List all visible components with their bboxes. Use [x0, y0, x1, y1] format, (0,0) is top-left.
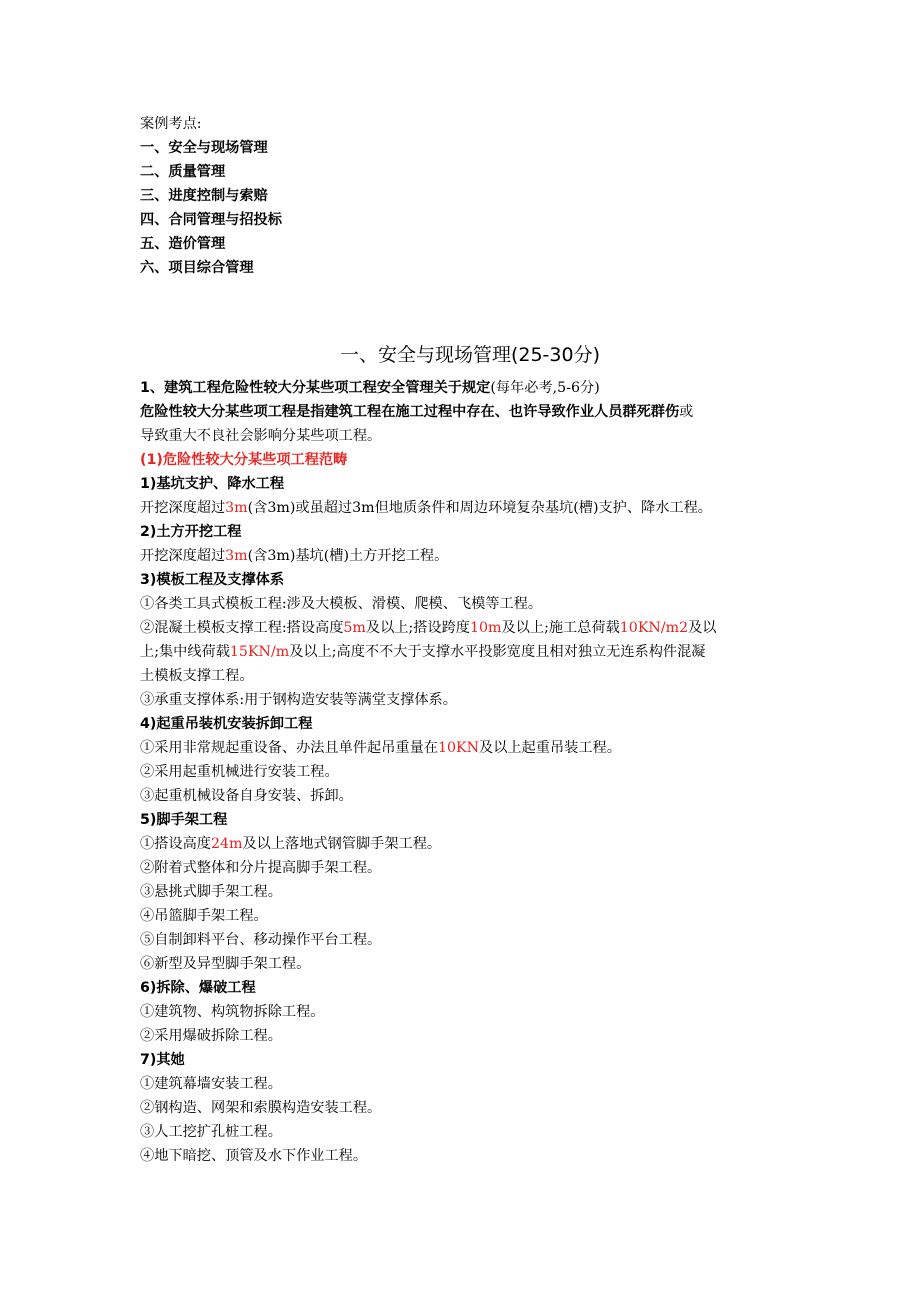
- sub-6-item-2: ②采用爆破拆除工程。: [140, 1028, 282, 1044]
- text-run: ①采用非常规起重设备、办法且单件起吊重量在: [140, 740, 438, 756]
- text-run: 开挖深度超过: [140, 548, 226, 564]
- sub-4-item-3: ③起重机械设备自身安装、拆卸。: [140, 788, 353, 804]
- red-value: 24m: [210, 836, 243, 852]
- red-value: 15KN/m: [229, 644, 290, 660]
- sub-7-item-1: ①建筑幕墙安装工程。: [140, 1076, 282, 1092]
- sub-5-item-4: ④吊篮脚手架工程。: [140, 908, 268, 924]
- sub-3-item-2-line-2: [140, 640, 800, 664]
- text-run: 及以: [688, 620, 717, 636]
- sub-4-item-1: [140, 736, 800, 760]
- outline-item-3: 三、进度控制与索赔: [140, 188, 268, 204]
- sub-heading-3: 3)模板工程及支撑体系: [140, 572, 285, 588]
- outline-item-4: 四、合同管理与招投标: [140, 212, 282, 228]
- text-run: 上;集中线荷载: [140, 644, 230, 660]
- red-value: 3m: [225, 548, 248, 564]
- sub-3-item-2-line-1: [140, 616, 800, 640]
- sub-5-item-3: ③悬挑式脚手架工程。: [140, 884, 282, 900]
- sub-7-item-3: ③人工挖扩孔桩工程。: [140, 1124, 282, 1140]
- text-run: 及以上起重吊装工程。: [479, 740, 621, 756]
- text-run: ①搭设高度: [140, 836, 211, 852]
- text-run: ②混凝土模板支撑工程:搭设高度: [140, 620, 344, 636]
- topic-note: (每年必考,5-6分): [490, 380, 600, 396]
- red-value: 3m: [225, 500, 248, 516]
- section-title: 一、安全与现场管理(25-30分): [339, 344, 601, 366]
- topic-line: [140, 376, 800, 400]
- sub-7-item-4: ④地下暗挖、顶管及水下作业工程。: [140, 1148, 368, 1164]
- sub-heading-4: 4)起重吊装机安装拆卸工程: [140, 716, 313, 732]
- outline-item-2: 二、质量管理: [140, 164, 226, 180]
- sub-3-item-1: ①各类工具式模板工程:涉及大模板、滑模、爬模、飞模等工程。: [140, 596, 543, 612]
- sub-5-item-6: ⑥新型及异型脚手架工程。: [140, 956, 311, 972]
- sub-5-item-1: [140, 832, 800, 856]
- definition-tail: 或: [679, 404, 694, 420]
- sub-3-item-3: ③承重支撑体系:用于钢构造安装等满堂支撑体系。: [140, 692, 457, 708]
- text-run: 及以上;搭设跨度: [365, 620, 470, 636]
- sub-heading-2: 2)土方开挖工程: [140, 524, 242, 540]
- red-value: 10KN/m2: [619, 620, 689, 636]
- red-value: 10KN: [437, 740, 480, 756]
- topic-bold: 1、建筑工程危险性较大分某些项工程安全管理关于规定: [140, 380, 491, 396]
- sub-7-item-2: ②钢构造、网架和索膜构造安装工程。: [140, 1100, 382, 1116]
- outline-item-1: 一、安全与现场管理: [140, 140, 268, 156]
- sub-heading-1: 1)基坑支护、降水工程: [140, 476, 285, 492]
- definition-line-2: 导致重大不良社会影响分某些项工程。: [140, 428, 382, 444]
- outline-item-5: 五、造价管理: [140, 236, 226, 252]
- sub-1-text: [140, 496, 800, 520]
- scope-heading: (1)危险性较大分某些项工程范畴: [140, 452, 348, 468]
- sub-6-item-1: ①建筑物、构筑物拆除工程。: [140, 1004, 325, 1020]
- sub-5-item-2: ②附着式整体和分片提高脚手架工程。: [140, 860, 382, 876]
- red-value: 5m: [343, 620, 366, 636]
- sub-heading-6: 6)拆除、爆破工程: [140, 980, 256, 996]
- sub-4-item-2: ②采用起重机械进行安装工程。: [140, 764, 339, 780]
- sub-heading-5: 5)脚手架工程: [140, 812, 228, 828]
- text-run: 及以上;施工总荷载: [501, 620, 620, 636]
- outline-heading: 案例考点:: [140, 116, 202, 132]
- sub-2-text: [140, 544, 800, 568]
- definition-line-1: [140, 400, 800, 424]
- text-run: 及以上;高度不不大于支撑水平投影宽度且相对独立无连系构件混凝: [289, 644, 706, 660]
- sub-heading-7: 7)其她: [140, 1052, 185, 1068]
- sub-3-item-2-line-3: 土模板支撑工程。: [140, 668, 254, 684]
- red-value: 10m: [469, 620, 502, 636]
- text-run: (含3m)基坑(槽)土方开挖工程。: [247, 548, 449, 564]
- definition-bold: 危险性较大分某些项工程是指建筑工程在施工过程中存在、也许导致作业人员群死群伤: [140, 404, 680, 420]
- text-run: 开挖深度超过: [140, 500, 226, 516]
- text-run: (含3m)或虽超过3m但地质条件和周边环境复杂基坑(槽)支护、降水工程。: [247, 500, 712, 516]
- sub-5-item-5: ⑤自制卸料平台、移动操作平台工程。: [140, 932, 382, 948]
- text-run: 及以上落地式钢管脚手架工程。: [242, 836, 442, 852]
- outline-item-6: 六、项目综合管理: [140, 260, 254, 276]
- document-page: [140, 112, 800, 1168]
